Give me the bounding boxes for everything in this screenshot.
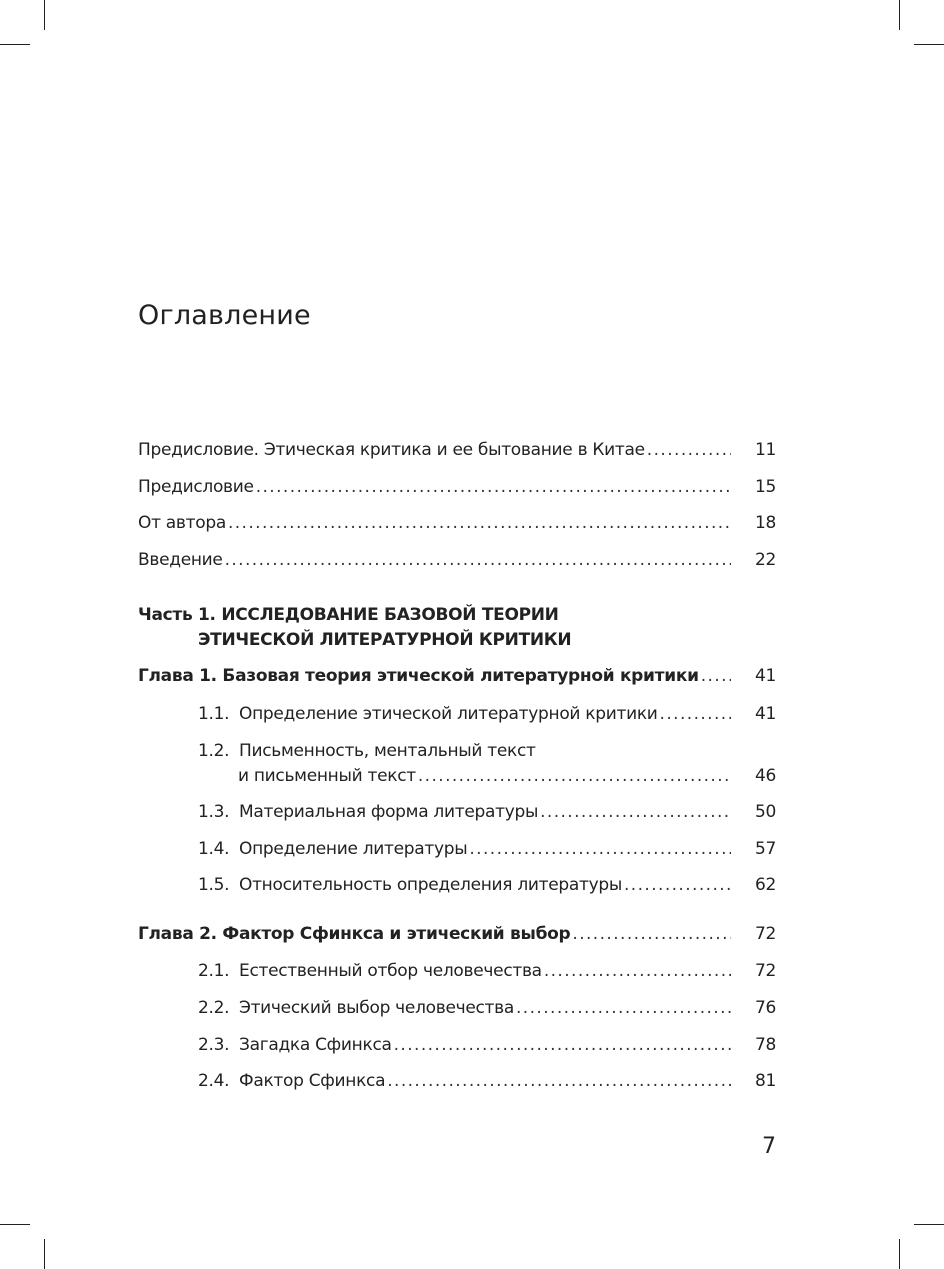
part-heading[interactable] [138, 603, 571, 653]
toc-entry-page: 11 [754, 440, 776, 460]
page-title: Оглавление [138, 300, 311, 331]
toc-entry-page: 22 [754, 550, 776, 570]
section-number: 1.1. [198, 704, 230, 724]
section-number: 1.2. [198, 741, 230, 761]
section-number: 2.4. [198, 1071, 230, 1091]
section-number: 2.3. [198, 1035, 230, 1055]
leader-dots [647, 438, 731, 462]
section-title: Определение литературы [239, 839, 468, 859]
leader-dots [225, 548, 731, 572]
chapter-title: Глава 2. Фактор Сфинкса и этический выбор [138, 924, 571, 944]
leader-dots [256, 475, 731, 499]
section-title: Этический выбор человечества [239, 998, 514, 1018]
toc-entry-page: 15 [754, 477, 776, 497]
leader-dots [516, 996, 731, 1020]
part-title-line1: ИССЛЕДОВАНИЕ БАЗОВОЙ ТЕОРИИ [221, 605, 559, 625]
toc-entry-title: Предисловие. Этическая критика и ее бытование в Китае [138, 440, 645, 460]
section-title: Относительность определения литературы [239, 875, 622, 895]
chapter-page: 72 [754, 924, 776, 944]
section-page: 62 [754, 875, 776, 895]
toc-entry[interactable] [138, 548, 776, 572]
crop-mark [44, 0, 45, 30]
chapter-title: Глава 1. Базовая теория этической литературной критики [138, 666, 699, 686]
leader-dots [540, 800, 731, 824]
section-entry[interactable] [138, 800, 776, 824]
chapter-entry[interactable] [138, 922, 776, 946]
crop-mark [0, 44, 30, 45]
toc-entry[interactable] [138, 511, 776, 535]
leader-dots [624, 873, 731, 897]
section-title: Определение этической литературной критики [239, 704, 658, 724]
section-title: Материальная форма литературы [239, 802, 539, 822]
section-entry[interactable] [138, 1033, 776, 1057]
leader-dots [394, 1033, 731, 1057]
page-number: 7 [762, 1134, 776, 1159]
toc-entry[interactable] [138, 438, 776, 462]
part-label: Часть 1. [138, 605, 216, 625]
leader-dots [469, 837, 731, 861]
section-number: 1.5. [198, 875, 230, 895]
crop-mark [899, 1239, 900, 1269]
leader-dots [387, 1069, 731, 1093]
section-number: 1.3. [198, 802, 230, 822]
crop-mark [914, 44, 944, 45]
section-page: 50 [754, 802, 776, 822]
section-number: 1.4. [198, 839, 230, 859]
part-title-line2: ЭТИЧЕСКОЙ ЛИТЕРАТУРНОЙ КРИТИКИ [198, 630, 572, 650]
section-entry[interactable] [138, 873, 776, 897]
section-page: 76 [754, 998, 776, 1018]
crop-mark [0, 1224, 30, 1225]
section-title: Естественный отбор человечества [239, 961, 542, 981]
section-entry[interactable] [138, 764, 776, 788]
section-page: 57 [754, 839, 776, 859]
section-entry[interactable] [138, 1069, 776, 1093]
toc-entry-title: Предисловие [138, 477, 254, 497]
leader-dots [228, 511, 731, 535]
toc-entry[interactable] [138, 475, 776, 499]
section-entry[interactable] [138, 996, 776, 1020]
section-page: 72 [754, 961, 776, 981]
chapter-page: 41 [754, 666, 776, 686]
crop-mark [899, 0, 900, 30]
section-entry[interactable] [138, 959, 776, 983]
leader-dots [418, 764, 731, 788]
toc-entry-page: 18 [754, 513, 776, 533]
section-title-line1: Письменность, ментальный текст [239, 741, 536, 761]
section-title: Фактор Сфинкса [239, 1071, 386, 1091]
crop-mark [44, 1239, 45, 1269]
section-page: 41 [754, 704, 776, 724]
section-page: 78 [754, 1035, 776, 1055]
leader-dots [544, 959, 731, 983]
section-entry[interactable] [138, 837, 776, 861]
crop-mark [914, 1224, 944, 1225]
section-entry[interactable] [138, 702, 776, 726]
toc-entry-title: От автора [138, 513, 226, 533]
toc-entry-title: Введение [138, 550, 223, 570]
leader-dots [701, 664, 731, 688]
section-number: 2.2. [198, 998, 230, 1018]
section-number: 2.1. [198, 961, 230, 981]
section-page: 81 [754, 1071, 776, 1091]
leader-dots [572, 922, 731, 946]
leader-dots [660, 702, 731, 726]
section-title: Загадка Сфинкса [239, 1035, 392, 1055]
chapter-entry[interactable] [138, 664, 776, 688]
section-title-line2: и письменный текст [238, 766, 416, 786]
section-entry-multiline[interactable] [198, 739, 536, 763]
section-page: 46 [754, 766, 776, 786]
